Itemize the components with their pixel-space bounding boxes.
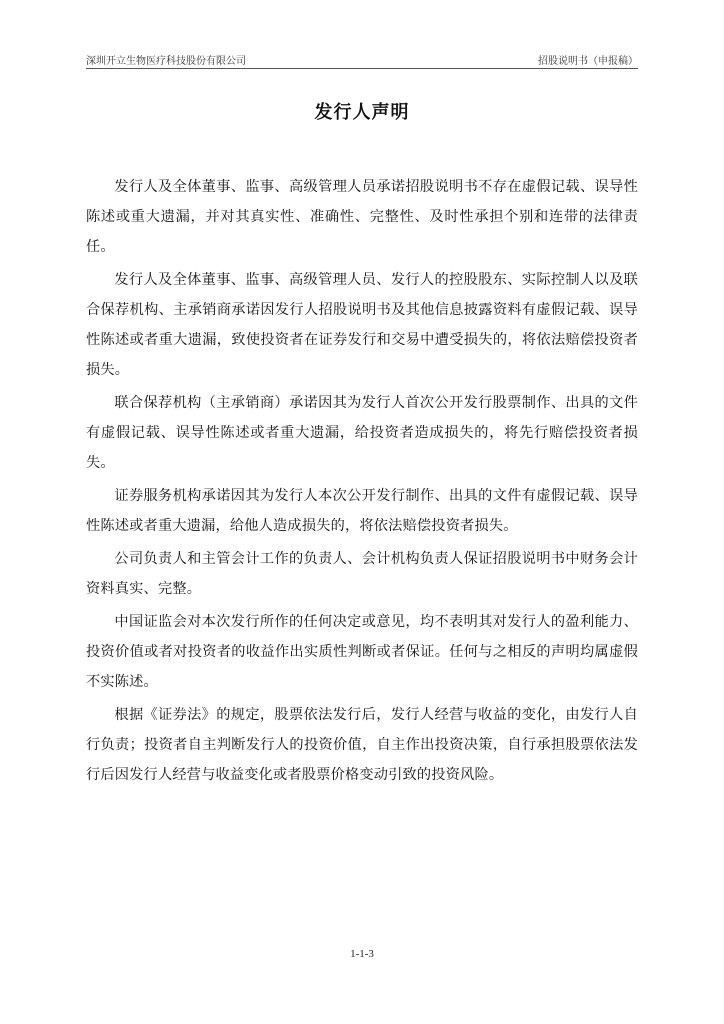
company-name: 深圳开立生物医疗科技股份有限公司: [86, 56, 246, 67]
paragraph: 公司负责人和主管会计工作的负责人、会计机构负责人保证招股说明书中财务会计资料真实、完整。: [86, 551, 638, 597]
paragraph: 联合保荐机构（主承销商）承诺因其为发行人首次公开发行股票制作、出具的文件有虚假记载、误导性陈述或者重大遗漏，给投资者造成损失的，将先行赔偿投资者损失。: [86, 395, 638, 471]
paragraph: 证券服务机构承诺因其为发行人本次公开发行制作、出具的文件有虚假记载、误导性陈述或者重大遗漏，给他人造成损失的，将依法赔偿投资者损失。: [86, 488, 638, 534]
paragraph: 根据《证券法》的规定，股票依法发行后，发行人经营与收益的变化，由发行人自行负责；投资者自主判断发行人的投资价值，自主作出投资决策，自行承担股票依法发行后因发行人经营与收益变化或者股票价格变动引致的投资风险。: [86, 707, 638, 783]
page-title: 发行人声明: [314, 102, 410, 123]
page-number: 1-1-3: [350, 948, 374, 960]
declaration-body: [86, 172, 638, 793]
paragraph: 中国证监会对本次发行所作的任何决定或意见，均不表明其对发行人的盈利能力、投资价值或者对投资者的收益作出实质性判断或者保证。任何与之相反的声明均属虚假不实陈述。: [86, 614, 638, 690]
paragraph: 发行人及全体董事、监事、高级管理人员、发行人的控股股东、实际控制人以及联合保荐机构、主承销商承诺因发行人招股说明书及其他信息披露资料有虚假记载、误导性陈述或者重大遗漏，致使投资者在证券发行和交易中遭受损失的，将依法赔偿投资者损失。: [86, 272, 638, 378]
paragraph: 发行人及全体董事、监事、高级管理人员承诺招股说明书不存在虚假记载、误导性陈述或重大遗漏，并对其真实性、准确性、完整性、及时性承担个别和连带的法律责任。: [86, 179, 638, 255]
document-name: 招股说明书（申报稿）: [538, 56, 638, 67]
page-header: [86, 50, 638, 69]
